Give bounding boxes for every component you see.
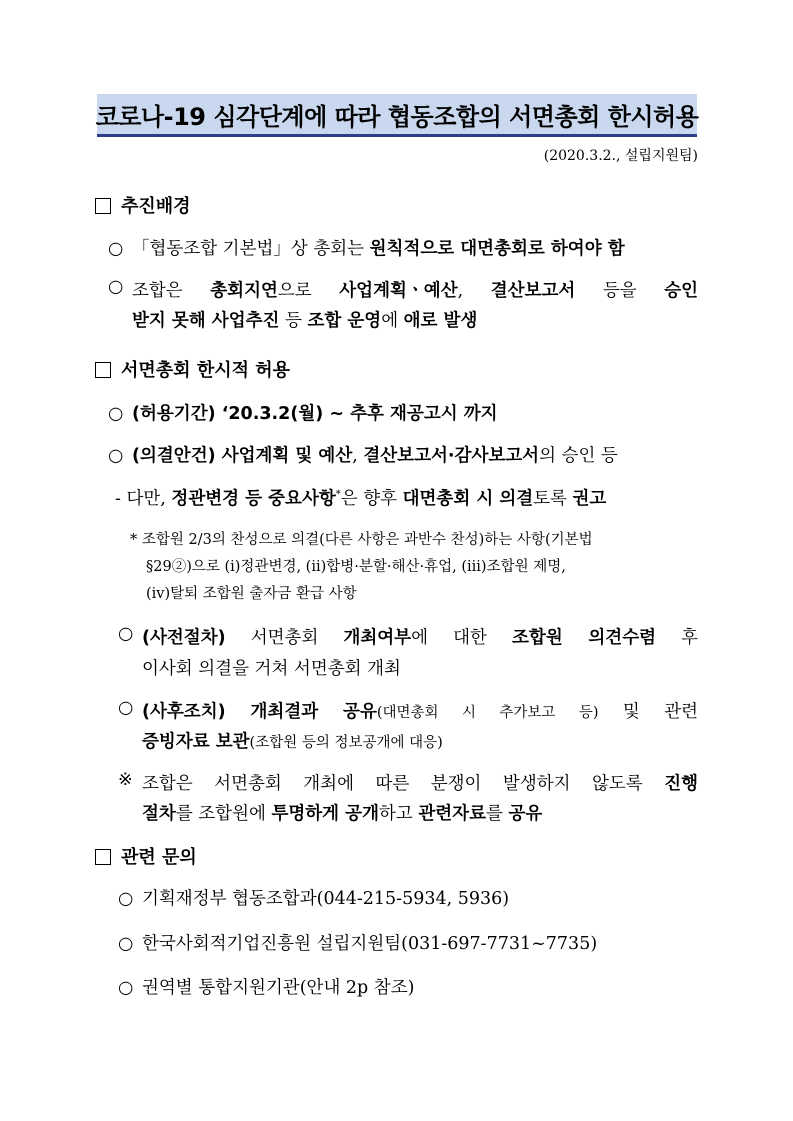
bold-text-run: 사업계획ㆍ예산 [339,281,458,301]
text-run: 에 [381,311,404,331]
list-item [108,442,618,467]
section-heading-label: 서면총회 한시적 허용 [121,360,291,381]
footnote-marker: * [335,489,341,501]
text-run: - 다만, [115,489,172,509]
list-item-continuation [142,728,443,753]
checkbox-square-icon [95,198,111,214]
contact-item [118,930,597,955]
page-title: 코로나-19 심각단계에 따라 협동조합의 서면총회 한시허용 [95,102,699,131]
text-run: 으로 [277,281,340,301]
circle-bullet-icon: ○ [118,978,134,998]
circle-bullet-icon: ○ [118,934,134,954]
bold-text-run: 승인 [664,281,699,301]
bold-text-run: 애로 발생 [403,311,478,331]
text-run: 은 향후 [340,489,403,509]
circle-bullet-icon: ○ [108,404,124,424]
text-run: 「협동조합 기본법」상 총회는 [132,239,370,259]
bold-text-run: 권고 [572,489,607,509]
bold-text-run: 조합 운영 [307,311,382,331]
contact-text: 기획재정부 협동조합과(044-215-5934, 5936) [142,889,510,909]
text-run: 토록 [533,489,573,509]
bold-text-run: 개최여부 [343,628,412,648]
bold-text-run: 증빙자료 보관 [142,732,250,752]
circle-bullet-icon: ○ [108,239,124,259]
section-heading-background [95,356,290,382]
dateline: (2020.3.2., 설립지원팀) [543,148,698,164]
bold-text-run: 원칙적으로 대면총회로 하여야 함 [369,239,625,259]
list-item [108,235,625,260]
bold-text-run: (사전절차) [142,628,226,648]
section-heading-background [95,192,191,218]
text-run: , [352,446,364,466]
text-run: , [457,281,491,301]
footnote-line: * 조합원 2/3의 찬성으로 의결(다른 사항은 과반수 찬성)하는 사항(기본법 [130,532,593,548]
contact-text: 권역별 통합지원기관(안내 2p 참조) [142,978,415,998]
reference-mark-icon: ※ [118,770,133,790]
checkbox-square-icon [95,362,111,378]
title-banner [97,94,697,137]
list-item [108,400,498,425]
bold-text-run: 공유 [508,804,543,824]
circle-bullet-icon: ○ [108,277,124,297]
circle-bullet-icon: ○ [118,624,134,644]
contact-text: 한국사회적기업진흥원 설립지원팀(031-697-7731~7735) [142,934,598,954]
section-heading-label: 추진배경 [121,196,191,217]
circle-bullet-icon: ○ [118,889,134,909]
bold-text-run: 정관변경 등 중요사항 [171,489,336,509]
contact-item [118,885,509,910]
text-run: 에 대한 [411,628,513,648]
section-heading-background [95,843,197,869]
list-item [118,698,698,723]
text-run: 후 [656,628,699,648]
dash-item [115,485,606,510]
text-run: 등을 [575,281,665,301]
circle-bullet-icon: ○ [108,446,124,466]
bold-text-run: 절차 [142,804,176,824]
section-heading-label: 관련 문의 [121,847,197,868]
list-item [118,770,698,795]
list-item-continuation: 이사회 의결을 거쳐 서면총회 개최 [142,659,401,679]
text-run: 서면총회 [225,628,344,648]
bold-text-run: 총회지연 [210,281,278,301]
list-item [118,624,698,649]
list-item [108,277,698,302]
list-item-continuation [132,307,477,332]
footnote-line: (iv)탈퇴 조합원 출자금 환급 사항 [146,586,357,602]
bold-text-run: 조합원 의견수렴 [512,628,656,648]
list-item-continuation [142,800,542,825]
text-run: (대면총회 시 추가보고 등) [376,705,599,721]
footnote-line: §29②)으로 (i)정관변경, (ii)합병·분할·해산·휴업, (iii)조합원 제명, [146,559,566,575]
circle-bullet-icon: ○ [118,698,134,718]
bold-text-run: (사후조치) 개최결과 공유 [142,702,377,722]
text-run: 의 승인 등 [539,446,618,466]
text-run: 등 [279,311,308,331]
contact-item [118,974,414,999]
bold-text-run: 받지 못해 사업추진 [132,311,280,331]
bold-text-run: 결산보고서·감사보고서 [363,446,540,466]
text-run: 하고 [379,804,419,824]
text-run: 조합은 [132,281,211,301]
checkbox-square-icon [95,849,111,865]
bold-text-run: (허용기간) ‘20.3.2(월) ~ 추후 재공고시 까지 [132,404,498,424]
bold-text-run: 결산보고서 [490,281,576,301]
text-run: 를 [486,804,509,824]
text-run: 조합은 서면총회 개최에 따른 분쟁이 발생하지 않도록 [142,774,665,794]
bold-text-run: 대면총회 시 의결 [402,489,534,509]
bold-text-run: (의결안건) 사업계획 및 예산 [132,446,353,466]
bold-text-run: 투명하게 공개 [271,804,379,824]
bold-text-run: 관련자료 [418,804,486,824]
text-run: (조합원 등의 정보공개에 대응) [249,735,443,751]
text-run: 를 조합원에 [175,804,272,824]
bold-text-run: 진행 [664,774,698,794]
text-run: 및 관련 [598,702,699,722]
